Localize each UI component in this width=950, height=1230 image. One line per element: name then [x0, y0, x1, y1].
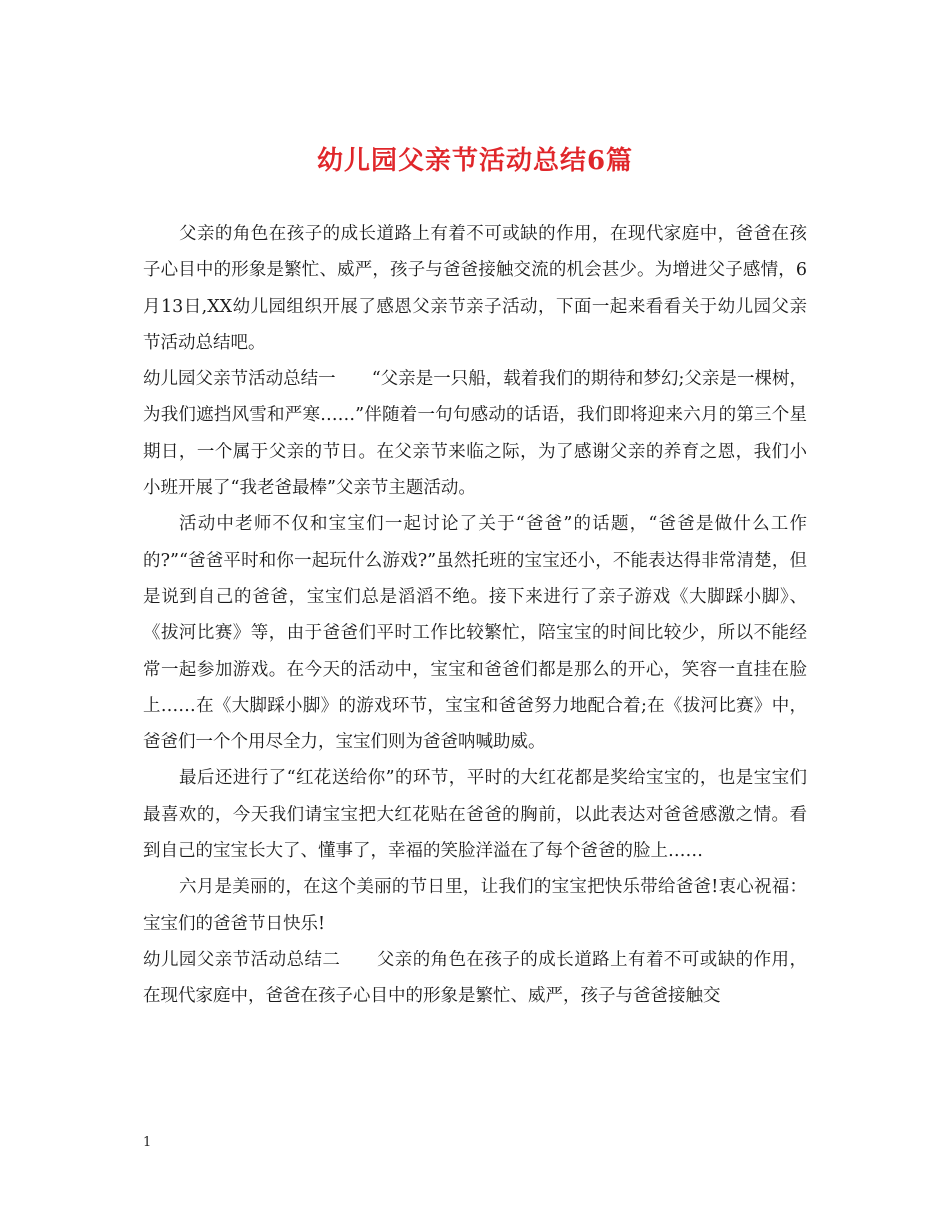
section-two-text: 父亲的角色在孩子的成长道路上有着不可或缺的作用，在现代家庭中，爸爸在孩子心目中的形象是繁忙、威严，孩子与爸爸接触交	[143, 949, 808, 1007]
document-body	[143, 216, 807, 1015]
document-title: 幼儿园父亲节活动总结6篇	[316, 146, 634, 176]
section-heading-one: 幼儿园父亲节活动总结一	[143, 369, 336, 390]
page-number: 1	[143, 1135, 152, 1150]
activity-paragraph: 活动中老师不仅和宝宝们一起讨论了关于“爸爸”的话题，“爸爸是做什么工作的?”“爸爸平时和你一起玩什么游戏?”虽然托班的宝宝还小，不能表达得非常清楚，但是说到自己的爸爸，宝宝们总是滔滔不绝。接下来进行了亲子游戏《大脚踩小脚》、《拔河比赛》等，由于爸爸们平时工作比较繁忙，陪宝宝的时间比较少，所以不能经常一起参加游戏。在今天的活动中，宝宝和爸爸们都是那么的开心，笑容一直挂在脸上……在《大脚踩小脚》的游戏环节，宝宝和爸爸努力地配合着;在《拔河比赛》中，爸爸们一个个用尽全力，宝宝们则为爸爸呐喊助威。	[143, 514, 807, 753]
section-one-text: “父亲是一只船，载着我们的期待和梦幻;父亲是一棵树，为我们遮挡风雪和严寒……”伴随着一句句感动的话语，我们即将迎来六月的第三个星期日，一个属于父亲的节日。在父亲节来临之际，为了感谢父亲的养育之恩，我们小小班开展了“我老爸最棒”父亲节主题活动。	[143, 369, 807, 499]
closing-paragraph: 六月是美丽的，在这个美丽的节日里，让我们的宝宝把快乐带给爸爸!衷心祝福：宝宝们的爸爸节日快乐!	[143, 877, 807, 934]
section-two-paragraph	[143, 942, 807, 1015]
intro-paragraph: 父亲的角色在孩子的成长道路上有着不可或缺的作用，在现代家庭中，爸爸在孩子心目中的形象是繁忙、威严，孩子与爸爸接触交流的机会甚少。为增进父子感情，6月13日,XX幼儿园组织开展了感恩父亲节亲子活动，下面一起来看看关于幼儿园父亲节活动总结吧。	[143, 224, 807, 353]
red-flower-paragraph: 最后还进行了“红花送给你”的环节，平时的大红花都是奖给宝宝的，也是宝宝们最喜欢的，今天我们请宝宝把大红花贴在爸爸的胸前，以此表达对爸爸感激之情。看到自己的宝宝长大了、懂事了，幸福的笑脸洋溢在了每个爸爸的脸上……	[143, 768, 807, 862]
section-one-paragraph	[143, 361, 807, 506]
section-heading-two: 幼儿园父亲节活动总结二	[143, 949, 341, 970]
